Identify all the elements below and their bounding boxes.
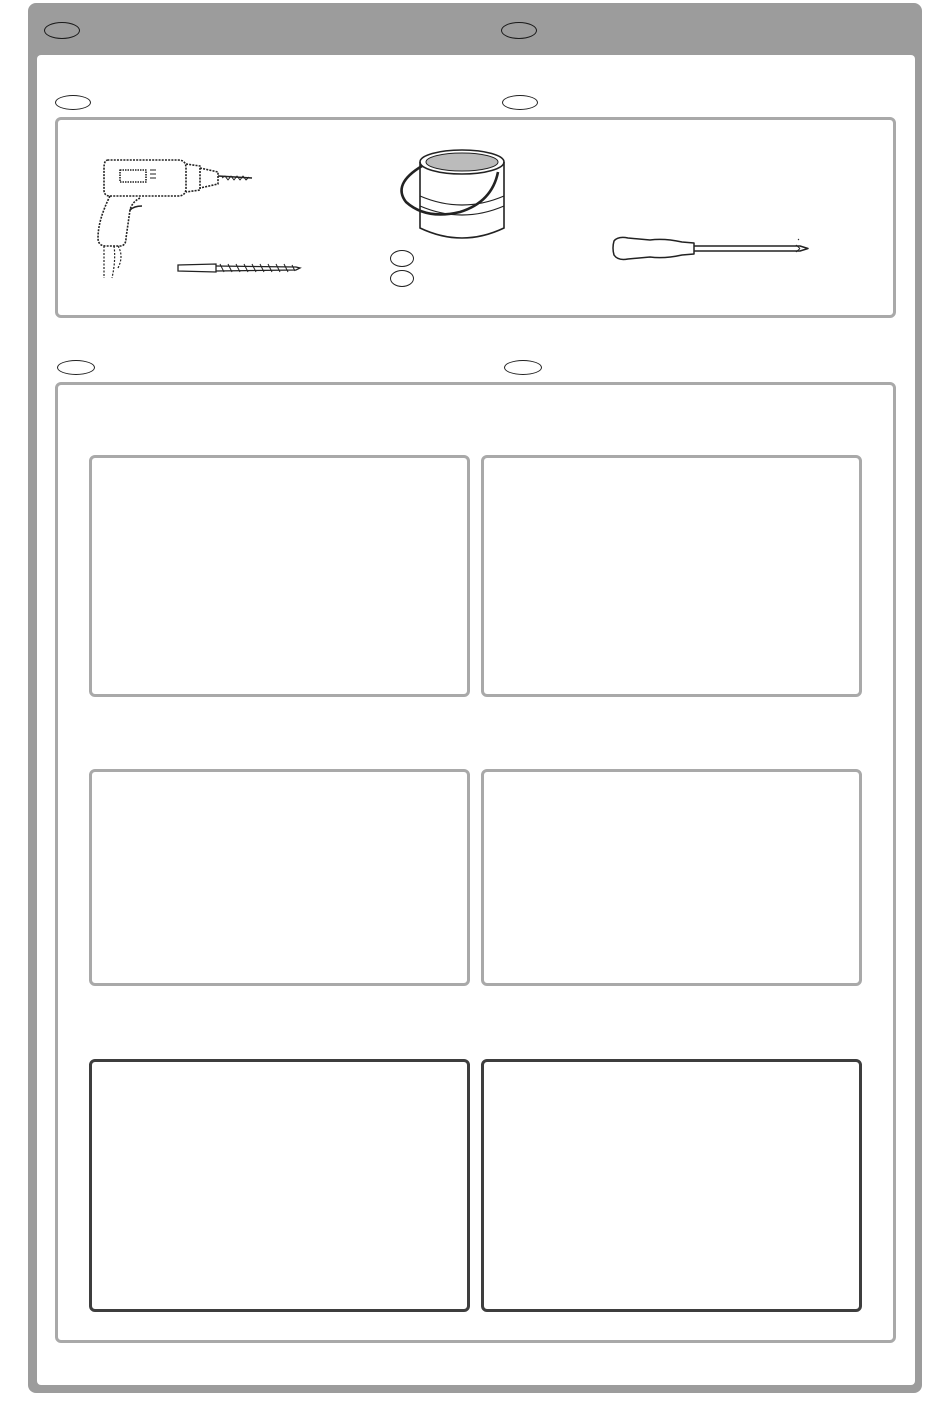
tools-language-oval-left: [55, 95, 91, 110]
step-panel-6: [481, 1059, 862, 1312]
screwdriver-icon: [610, 233, 814, 263]
header-language-oval-left: [44, 22, 80, 39]
header-language-oval-right: [501, 22, 537, 39]
tools-language-oval-right: [502, 95, 538, 110]
step-panel-2: [481, 455, 862, 697]
steps-language-oval-right: [504, 360, 542, 375]
drill-bit-icon: [176, 261, 302, 275]
step-panel-4: [481, 769, 862, 986]
paint-can-marker-1: [390, 250, 414, 267]
step-panel-5: [89, 1059, 470, 1312]
steps-language-oval-left: [57, 360, 95, 375]
paint-can-icon: [396, 144, 526, 244]
paint-can-marker-2: [390, 270, 414, 287]
step-panel-1: [89, 455, 470, 697]
step-panel-3: [89, 769, 470, 986]
